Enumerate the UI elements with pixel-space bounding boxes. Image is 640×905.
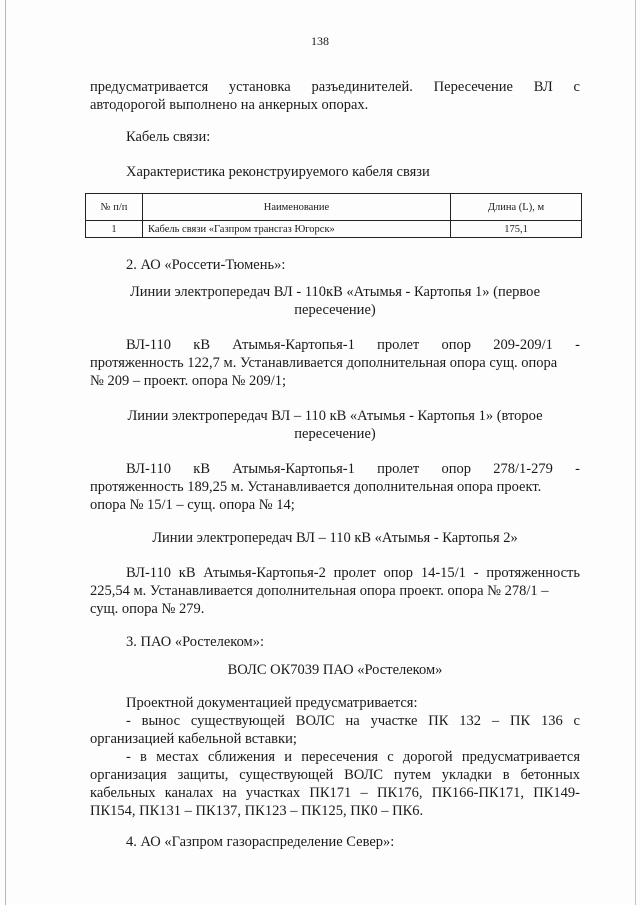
section4-title: 4. АО «Газпром газораспределение Север»: xyxy=(126,834,395,850)
cable-heading: Кабель связи: xyxy=(126,129,211,145)
cell-length: 175,1 xyxy=(451,221,582,238)
section2-sub2-line2: пересечение) xyxy=(294,426,376,442)
section2-para2-line2: протяженность 189,25 м. Устанавливается дополнительная опора проект. xyxy=(90,479,542,495)
section3-item1-line1: - вынос существующей ВОЛС на участке ПК 132 – ПК 136 с xyxy=(126,713,580,729)
section2-sub3: Линии электропередач ВЛ – 110 кВ «Атымья - Картопья 2» xyxy=(152,530,518,546)
section2-para3-line1: ВЛ-110 кВ Атымья-Картопья-2 пролет опор 14-15/1 - протяженность xyxy=(126,565,580,581)
section3-item1-line2: организацией кабельной вставки; xyxy=(90,731,297,747)
section3-sub: ВОЛС ОК7039 ПАО «Ростелеком» xyxy=(227,662,443,678)
section3-item2-line2: организация защиты, существующей ВОЛС путем укладки в бетонных xyxy=(90,767,580,783)
cable-table xyxy=(85,193,582,238)
scan-edge-right xyxy=(635,0,636,905)
para1-line2: автодорогой выполнено на анкерных опорах. xyxy=(90,97,369,113)
table-title: Характеристика реконструируемого кабеля связи xyxy=(126,164,430,180)
table-row xyxy=(86,221,582,238)
col-header-length: Длина (L), м xyxy=(451,194,582,221)
table-header-row xyxy=(86,194,582,221)
section3-item2-line3: кабельных каналах на участках ПК171 – ПК176, ПК166-ПК171, ПК149- xyxy=(90,785,580,801)
section2-title: 2. АО «Россети-Тюмень»: xyxy=(126,257,286,273)
cell-name: Кабель связи «Газпром трансгаз Югорск» xyxy=(143,221,451,238)
section3-item2-line1: - в местах сближения и пересечения с дорогой предусматривается xyxy=(126,749,580,765)
col-header-number: № п/п xyxy=(86,194,143,221)
section2-para2-line3: опора № 15/1 – сущ. опора № 14; xyxy=(90,497,295,513)
col-header-name: Наименование xyxy=(143,194,451,221)
section2-para1-line1: ВЛ-110 кВ Атымья-Картопья-1 пролет опор 209-209/1 - xyxy=(126,337,580,353)
section2-sub1-line1: Линии электропередач ВЛ - 110кВ «Атымья - Картопья 1» (первое xyxy=(129,284,541,300)
section2-para3-line3: сущ. опора № 279. xyxy=(90,601,205,617)
page-number: 138 xyxy=(311,34,329,48)
section2-sub1-line2: пересечение) xyxy=(294,302,376,318)
section2-para1-line2: протяженность 122,7 м. Устанавливается дополнительная опора сущ. опора xyxy=(90,355,558,371)
section3-intro: Проектной документацией предусматривается: xyxy=(126,695,418,711)
para1-line1: предусматривается установка разъединителей. Пересечение ВЛ с xyxy=(90,79,580,95)
section2-para1-line3: № 209 – проект. опора № 209/1; xyxy=(90,373,287,389)
section2-para3-line2: 225,54 м. Устанавливается дополнительная опора проект. опора № 278/1 – xyxy=(90,583,549,599)
section2-sub2-line1: Линии электропередач ВЛ – 110 кВ «Атымья - Картопья 1» (второе xyxy=(127,408,543,424)
scan-edge-left xyxy=(5,0,6,905)
section2-para2-line1: ВЛ-110 кВ Атымья-Картопья-1 пролет опор 278/1-279 - xyxy=(126,461,580,477)
section3-item2-line4: ПК154, ПК131 – ПК137, ПК123 – ПК125, ПК0 – ПК6. xyxy=(90,803,424,819)
section3-title: 3. ПАО «Ростелеком»: xyxy=(126,634,264,650)
cell-number: 1 xyxy=(86,221,143,238)
